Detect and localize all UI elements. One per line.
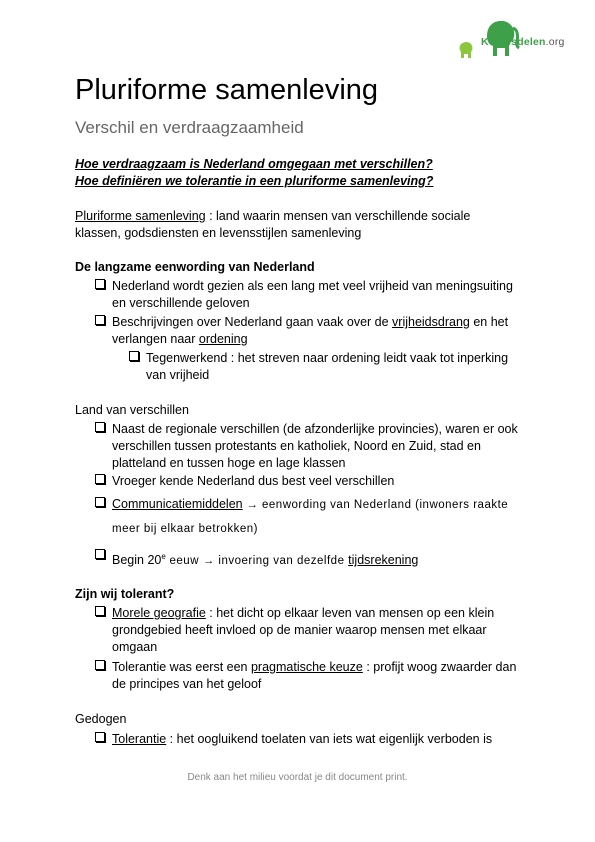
list-item-text: Naast de regionale verschillen (de afzonderlijke provincies), waren er ook [112,422,518,436]
list-item-text: meer bij elkaar betrokken) [112,523,258,535]
list-item-text: verschillen tussen protestants en katholiek, Noord en Zuid, stad en [112,439,481,453]
list-item-text [112,496,508,514]
checkbox-bullet-icon [95,279,105,289]
definition-line-2: klassen, godsdiensten en levensstijlen samenleving [75,226,362,240]
text-segment: : het dicht op elkaar leven van mensen op een klein [205,606,495,620]
term-ordening: ordening [198,332,248,346]
checkbox-bullet-icon [129,351,139,361]
checkbox-bullet-icon [95,474,105,484]
term-pragmatische-keuze: pragmatische keuze [250,660,363,674]
list-item-text: platteland en tussen hoge en lage klassen [112,456,346,470]
page-subtitle: Verschil en verdraagzaamheid [75,118,304,137]
list-item [95,605,495,654]
term-vrijheidsdrang: vrijheidsdrang [392,315,470,329]
term-morele-geografie: Morele geografie [112,606,206,620]
list-item-text: van vrijheid [146,368,210,382]
list-item-text [112,605,494,622]
list-item-text [112,659,516,676]
logo-text-main: delen [517,36,546,48]
text-segment: Tolerantie was eerst een [112,660,251,674]
list-item-text: omgaan [112,640,158,654]
text-segment: → eenwording van Nederland (inwoners raakte [242,499,509,511]
text-segment: en het [469,315,509,329]
logo-text [481,36,565,48]
definition-line-1 [75,208,470,225]
section-heading-gedogen: Gedogen [75,712,127,726]
term-communicatiemiddelen: Communicatiemiddelen [112,497,243,511]
text-segment: eeuw → invoering van dezelfde [165,555,349,568]
list-item-text: en verschillende geloven [112,296,250,310]
list-item [95,421,518,470]
checkbox-bullet-icon [95,497,105,507]
list-item-text [112,314,508,331]
list-item-text: Nederland wordt gezien als een lang met veel vrijheid van meningsuiting [112,279,513,293]
question-2: Hoe definiëren we tolerantie in een pluriforme samenleving? [75,174,434,188]
text-segment: : het oogluikend toelaten van iets wat eigenlijk verboden is [166,732,493,746]
text-segment: : profijt woog zwaarder dan [362,660,517,674]
logo-text-prefix: Kennis [481,36,518,48]
text-segment: verlangen naar [112,332,199,346]
section-heading-verschillen: Land van verschillen [75,403,189,417]
list-item-nested [129,350,509,382]
page-footer: Denk aan het milieu voordat je dit document print. [187,772,408,783]
list-item-text [112,548,418,570]
checkbox-bullet-icon [95,732,105,742]
list-item-text [112,731,492,748]
list-item [95,731,493,748]
list-item-text: de principes van het geloof [112,677,262,691]
page-title: Pluriforme samenleving [75,74,379,106]
definition-term: Pluriforme samenleving [75,209,206,223]
checkbox-bullet-icon [95,660,105,670]
list-item-text: grondgebied heeft invloed op de manier waarop mensen met elkaar [112,623,487,637]
checkbox-bullet-icon [95,422,105,432]
definition-text-1: : land waarin mensen van verschillende sociale [205,209,471,223]
superscript: e [161,552,166,561]
question-1: Hoe verdraagzaam is Nederland omgegaan met verschillen? [75,157,433,171]
checkbox-bullet-icon [95,549,105,559]
list-item [95,548,419,568]
text-segment: Begin 20 [112,553,162,568]
list-item [95,659,517,691]
list-item [95,314,509,346]
logo-text-suffix: .org [545,36,565,48]
kennisdelen-logo [455,18,575,60]
section-heading-eenwording: De langzame eenwording van Nederland [75,260,315,274]
checkbox-bullet-icon [95,315,105,325]
section-heading-tolerant: Zijn wij tolerant? [75,587,175,601]
list-item-text [112,331,508,348]
list-item [95,473,395,490]
term-tolerantie: Tolerantie [112,732,167,746]
term-tijdsrekening: tijdsrekening [348,553,419,568]
list-item-text: Tegenwerkend : het streven naar ordening leidt vaak tot inperking [146,351,509,365]
checkbox-bullet-icon [95,606,105,616]
text-segment: Beschrijvingen over Nederland gaan vaak over de [112,315,393,329]
list-item [95,496,509,535]
list-item-text: Vroeger kende Nederland dus best veel verschillen [112,474,395,488]
list-item [95,278,513,310]
